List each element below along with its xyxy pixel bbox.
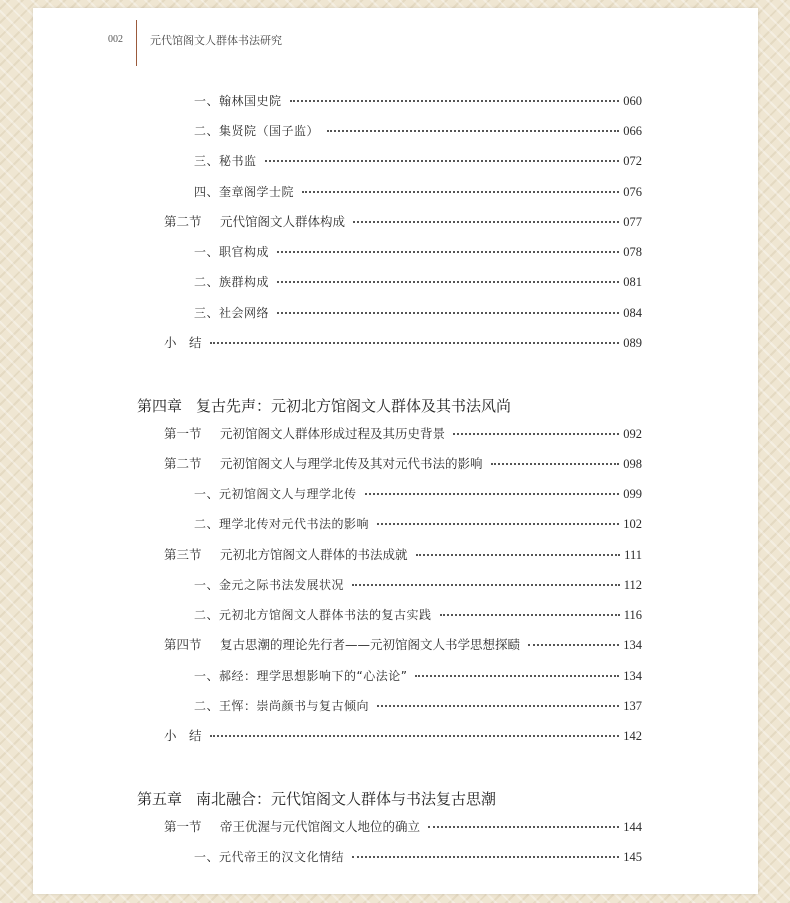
dot-leader (377, 704, 619, 707)
dot-leader (265, 159, 620, 162)
toc-summary[interactable] (164, 726, 642, 746)
dot-leader (302, 190, 619, 193)
section-title: 元初北方馆阁文人群体的书法成就 (220, 547, 408, 562)
toc-summary[interactable] (164, 333, 642, 353)
section-number: 第二节 (164, 456, 202, 471)
dot-leader (428, 825, 619, 828)
dot-leader (415, 674, 619, 677)
dot-leader (277, 250, 619, 253)
toc-page-number: 102 (623, 517, 642, 531)
toc-page-number: 066 (623, 124, 642, 138)
toc-entry-label: 一、元代帝王的汉文化情结 (194, 850, 345, 864)
dot-leader (377, 522, 619, 525)
toc-page-number: 142 (623, 729, 642, 743)
toc-entry-label: 三、秘书监 (194, 154, 257, 168)
toc-entry[interactable] (194, 303, 642, 323)
toc-entry-label: 二、集贤院（国子监） (194, 124, 320, 138)
toc-page-number: 060 (623, 94, 642, 108)
chapter-number: 第四章 (137, 397, 183, 415)
header-divider (136, 20, 137, 66)
toc-entry[interactable] (194, 484, 642, 504)
toc-entry[interactable] (194, 696, 642, 716)
chapter-number: 第五章 (137, 790, 183, 808)
toc-entry[interactable] (194, 91, 642, 111)
toc-entry[interactable] (194, 242, 642, 262)
book-page (33, 8, 758, 894)
toc-entry-label: 三、社会网络 (194, 306, 270, 320)
toc-entry[interactable] (194, 514, 642, 534)
toc-page-number: 144 (623, 820, 642, 834)
toc-page-number: 089 (623, 336, 642, 350)
toc-entry[interactable] (194, 182, 642, 202)
toc-entry-label: 四、奎章阁学士院 (194, 185, 295, 199)
section-number: 第二节 (164, 214, 202, 229)
toc-section[interactable] (164, 545, 642, 565)
section-number: 第三节 (164, 547, 202, 562)
section-title: 复古思潮的理论先行者——元初馆阁文人书学思想探赜 (220, 637, 521, 652)
toc-entry[interactable] (194, 272, 642, 292)
summary-label: 小 结 (164, 335, 202, 350)
dot-leader (327, 129, 619, 132)
toc-entry[interactable] (194, 151, 642, 171)
dot-leader (353, 220, 619, 223)
toc-entry-label: 二、元初北方馆阁文人群体书法的复古实践 (194, 608, 432, 622)
section-number: 第一节 (164, 819, 202, 834)
toc-page-number: 077 (623, 215, 642, 229)
toc-entry-label: 一、翰林国史院 (194, 94, 282, 108)
page-number: 002 (108, 34, 123, 45)
toc-entry-label: 二、族群构成 (194, 275, 270, 289)
toc-page-number: 112 (623, 578, 642, 592)
toc-entry-label: 一、职官构成 (194, 245, 270, 259)
toc-page-number: 134 (623, 638, 642, 652)
toc-page-number: 084 (623, 306, 642, 320)
dot-leader (290, 99, 620, 102)
chapter-heading[interactable] (137, 395, 511, 417)
section-title: 元初馆阁文人群体形成过程及其历史背景 (220, 426, 446, 441)
toc-entry[interactable] (194, 847, 642, 867)
dot-leader (210, 341, 620, 344)
book-title: 元代馆阁文人群体书法研究 (150, 34, 282, 47)
toc-section[interactable] (164, 212, 642, 232)
toc-entry-label: 一、元初馆阁文人与理学北传 (194, 487, 357, 501)
dot-leader (352, 855, 619, 858)
dot-leader (277, 311, 619, 314)
chapter-title: 复古先声：元初北方馆阁文人群体及其书法风尚 (196, 397, 512, 415)
toc-entry[interactable] (194, 575, 642, 595)
toc-page-number: 081 (623, 275, 642, 289)
dot-leader (491, 462, 620, 465)
toc-entry-label: 一、郝经：理学思想影响下的“心法论” (194, 669, 408, 683)
toc-page-number: 076 (623, 185, 642, 199)
toc-page-number: 145 (623, 850, 642, 864)
dot-leader (352, 583, 620, 586)
toc-page-number: 078 (623, 245, 642, 259)
dot-leader (210, 734, 620, 737)
section-number: 第四节 (164, 637, 202, 652)
toc-entry-label: 二、王恽：崇尚颜书与复古倾向 (194, 699, 370, 713)
toc-page-number: 098 (623, 457, 642, 471)
toc-section[interactable] (164, 817, 642, 837)
dot-leader (277, 280, 619, 283)
toc-page-number: 137 (623, 699, 642, 713)
toc-entry-label: 一、金元之际书法发展状况 (194, 578, 345, 592)
toc-entry[interactable] (194, 605, 642, 625)
toc-entry[interactable] (194, 666, 642, 686)
section-title: 元代馆阁文人群体构成 (220, 214, 346, 229)
dot-leader (440, 613, 620, 616)
chapter-title: 南北融合：元代馆阁文人群体与书法复古思潮 (196, 790, 497, 808)
toc-page-number: 072 (623, 154, 642, 168)
toc-page-number: 111 (624, 548, 642, 562)
toc-entry-label: 二、理学北传对元代书法的影响 (194, 517, 370, 531)
chapter-heading[interactable] (137, 788, 496, 810)
toc-section[interactable] (164, 635, 642, 655)
section-title: 元初馆阁文人与理学北传及其对元代书法的影响 (220, 456, 483, 471)
dot-leader (528, 643, 619, 646)
section-number: 第一节 (164, 426, 202, 441)
dot-leader (453, 432, 619, 435)
dot-leader (365, 492, 620, 495)
summary-label: 小 结 (164, 728, 202, 743)
toc-page-number: 134 (623, 669, 642, 683)
toc-section[interactable] (164, 424, 642, 444)
toc-section[interactable] (164, 454, 642, 474)
toc-entry[interactable] (194, 121, 642, 141)
toc-page-number: 099 (623, 487, 642, 501)
toc-page-number: 092 (623, 427, 642, 441)
dot-leader (416, 553, 621, 556)
running-head (33, 8, 758, 58)
toc-page-number: 116 (623, 608, 642, 622)
section-title: 帝王优渥与元代馆阁文人地位的确立 (220, 819, 421, 834)
